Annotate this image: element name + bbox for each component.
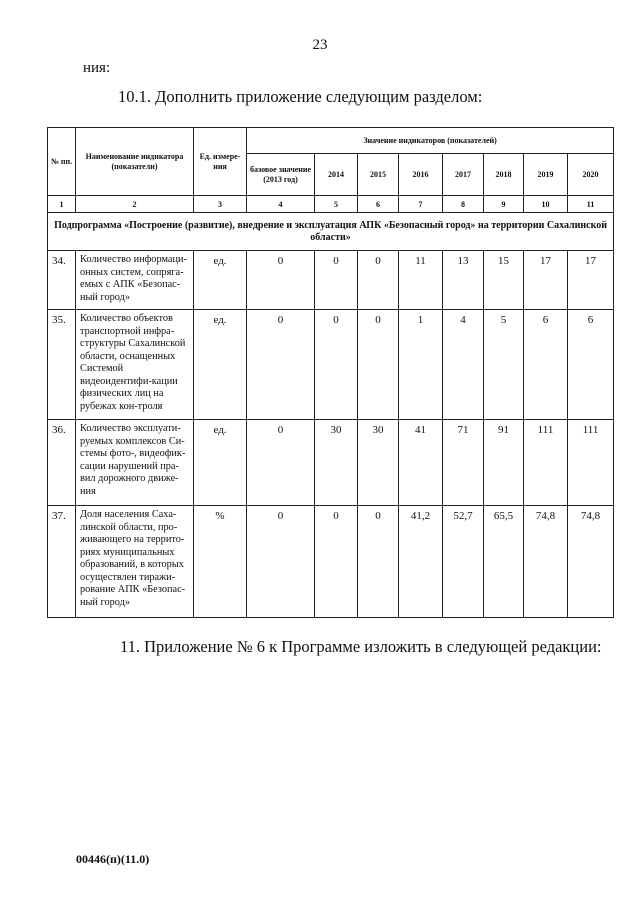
column-index: 5 (315, 196, 358, 213)
header-num: № пп. (48, 128, 76, 196)
value-2016: 41,2 (399, 506, 443, 618)
header-year: 2020 (568, 154, 614, 196)
header-name: Наименование индикатора (показатели) (76, 128, 194, 196)
page-number: 23 (312, 37, 328, 53)
indicator-name: Количество информаци-онных систем, сопряга-емых с АПК «Безопас-ный город» (76, 251, 194, 310)
value-2020: 6 (568, 310, 614, 420)
value-2014: 0 (315, 506, 358, 618)
table-row (48, 506, 614, 618)
column-index: 2 (76, 196, 194, 213)
value-2019: 111 (524, 420, 568, 506)
row-number: 37. (48, 506, 76, 618)
continuation-text: ния: (83, 60, 111, 76)
value-2020: 17 (568, 251, 614, 310)
value-2014: 0 (315, 251, 358, 310)
value-2014: 0 (315, 310, 358, 420)
column-index: 10 (524, 196, 568, 213)
value-2020: 111 (568, 420, 614, 506)
column-index: 8 (443, 196, 484, 213)
header-year: 2014 (315, 154, 358, 196)
indicator-name: Доля населения Саха-линской области, про-живающего на террито-риях муниципальных образований, в которых осуществлен тиражи-рование АПК «Безопас-ный город» (76, 506, 194, 618)
header-year: 2015 (358, 154, 399, 196)
value-2015: 0 (358, 251, 399, 310)
value-2017: 13 (443, 251, 484, 310)
header-base: базовое значение (2013 год) (247, 154, 315, 196)
document-code: 00446(п)(11.0) (76, 852, 150, 866)
indicators-table (47, 127, 614, 618)
row-number: 34. (48, 251, 76, 310)
value-2019: 6 (524, 310, 568, 420)
value-2017: 71 (443, 420, 484, 506)
header-year: 2019 (524, 154, 568, 196)
table-row (48, 251, 614, 310)
value-2014: 30 (315, 420, 358, 506)
value-2015: 30 (358, 420, 399, 506)
value-base: 0 (247, 310, 315, 420)
indicator-name: Количество эксплуати-руемых комплексов Си-стемы фото-, видеофик-сации нарушений пра-вил дорожного движе-ния (76, 420, 194, 506)
value-2018: 91 (484, 420, 524, 506)
value-base: 0 (247, 251, 315, 310)
intro-paragraph: 10.1. Дополнить приложение следующим разделом: (118, 87, 483, 106)
value-2015: 0 (358, 310, 399, 420)
value-2020: 74,8 (568, 506, 614, 618)
subprogram-row (48, 213, 614, 251)
table-row (48, 420, 614, 506)
indicator-unit: % (194, 506, 247, 618)
column-index-row (48, 196, 614, 213)
column-index: 6 (358, 196, 399, 213)
header-year: 2018 (484, 154, 524, 196)
value-2016: 1 (399, 310, 443, 420)
header-unit: Ед. измере-ния (194, 128, 247, 196)
table-row (48, 310, 614, 420)
header-year: 2016 (399, 154, 443, 196)
subprogram-title: Подпрограмма «Построение (развитие), внедрение и эксплуатация АПК «Безопасный город» на территории Сахалинской области» (48, 213, 614, 251)
value-2016: 11 (399, 251, 443, 310)
indicator-unit: ед. (194, 420, 247, 506)
value-2018: 5 (484, 310, 524, 420)
outro-paragraph: 11. Приложение № 6 к Программе изложить в следующей редакции: (120, 637, 602, 656)
indicator-name: Количество объектов транспортной инфра-структуры Сахалинской области, оснащенных Системой видеоидентифи-кации физических лиц на рубежах кон-троля (76, 310, 194, 420)
value-2017: 52,7 (443, 506, 484, 618)
value-2015: 0 (358, 506, 399, 618)
indicator-unit: ед. (194, 310, 247, 420)
value-2019: 17 (524, 251, 568, 310)
value-2017: 4 (443, 310, 484, 420)
column-index: 4 (247, 196, 315, 213)
row-number: 35. (48, 310, 76, 420)
column-index: 11 (568, 196, 614, 213)
value-base: 0 (247, 506, 315, 618)
value-2018: 65,5 (484, 506, 524, 618)
value-2018: 15 (484, 251, 524, 310)
row-number: 36. (48, 420, 76, 506)
header-year: 2017 (443, 154, 484, 196)
value-2019: 74,8 (524, 506, 568, 618)
header-values-group: Значение индикаторов (показателей) (247, 128, 614, 154)
value-base: 0 (247, 420, 315, 506)
indicator-unit: ед. (194, 251, 247, 310)
column-index: 7 (399, 196, 443, 213)
value-2016: 41 (399, 420, 443, 506)
column-index: 3 (194, 196, 247, 213)
column-index: 9 (484, 196, 524, 213)
column-index: 1 (48, 196, 76, 213)
